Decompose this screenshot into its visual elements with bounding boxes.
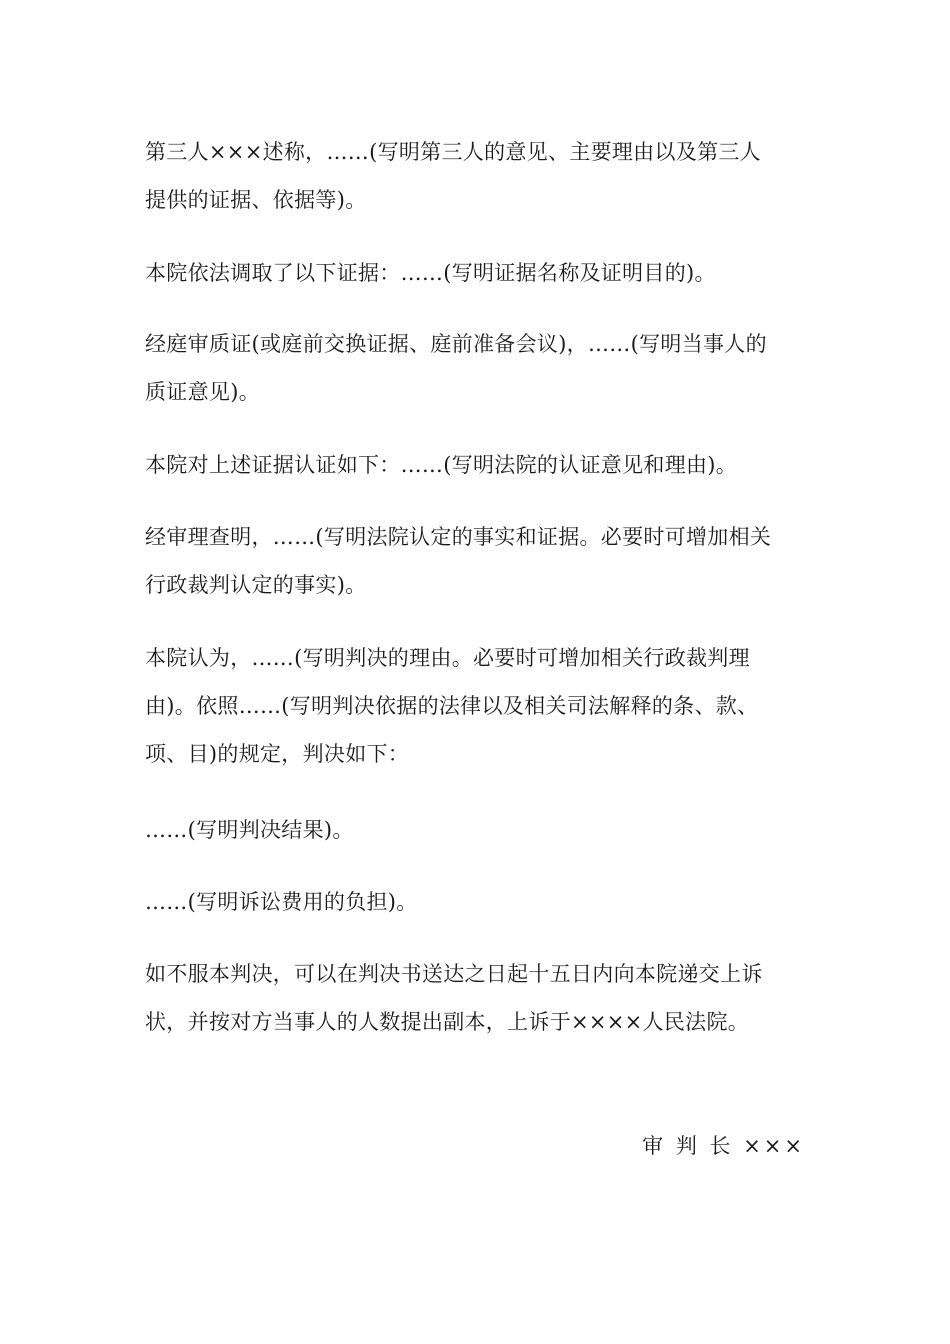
- presiding-judge-signature: 审 判 长 ×××: [642, 1134, 805, 1158]
- text-line: 本院认为，……(写明判决的理由。必要时可增加相关行政裁判理: [145, 646, 750, 670]
- text-line: 行政裁判认定的事实)。: [145, 573, 367, 597]
- paragraph-court-evidence: [145, 249, 810, 297]
- text-line: 经庭审质证(或庭前交换证据、庭前准备会议)，……(写明当事人的: [145, 332, 767, 356]
- paragraph-judgment-result: [145, 806, 810, 854]
- text-line: ……(写明判决结果)。: [145, 818, 354, 842]
- text-line: 如不服本判决，可以在判决书送达之日起十五日内向本院递交上诉: [145, 962, 763, 986]
- paragraph-third-party-statement: [145, 128, 810, 224]
- paragraph-court-opinion: [145, 634, 810, 778]
- paragraph-findings-of-fact: [145, 513, 810, 609]
- paragraph-appeal-notice: [145, 950, 810, 1046]
- text-line: 本院对上述证据认证如下：……(写明法院的认证意见和理由)。: [145, 453, 738, 477]
- text-line: 提供的证据、依据等)。: [145, 188, 367, 212]
- text-line: 本院依法调取了以下证据：……(写明证据名称及证明目的)。: [145, 261, 716, 285]
- text-line: 质证意见)。: [145, 380, 260, 404]
- paragraph-evidence-certification: [145, 441, 810, 489]
- text-line: 由)。依照……(写明判决依据的法律以及相关司法解释的条、款、: [145, 694, 759, 718]
- text-line: 经审理查明，……(写明法院认定的事实和证据。必要时可增加相关: [145, 525, 772, 549]
- paragraph-cross-examination: [145, 320, 810, 416]
- paragraph-litigation-costs: [145, 878, 810, 926]
- text-line: 状，并按对方当事人的人数提出副本，上诉于××××人民法院。: [145, 1010, 750, 1034]
- text-line: ……(写明诉讼费用的负担)。: [145, 890, 418, 914]
- text-line: 第三人×××述称，……(写明第三人的意见、主要理由以及第三人: [145, 140, 761, 164]
- text-line: 项、目)的规定，判决如下：: [145, 742, 410, 766]
